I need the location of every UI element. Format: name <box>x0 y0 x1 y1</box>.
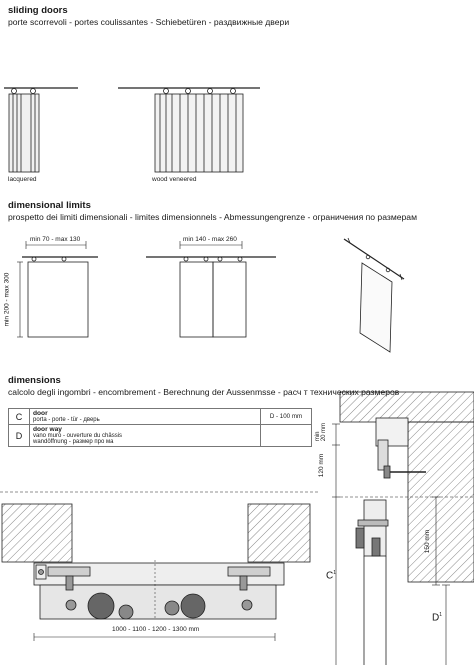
wood-veneered-door-drawing <box>118 88 260 172</box>
row-key: C <box>9 409 30 425</box>
row-key: D <box>9 425 30 447</box>
single-width-label: min 70 - max 130 <box>30 236 81 243</box>
dimensional-limits-subtitle: prospetto dei limiti dimensionali - limites dimensionnels - Abmessungengrenze - ограничения по размерам <box>8 212 417 222</box>
bottom-dimension-label: 1000 - 1100 - 1200 - 1300 mm <box>112 626 200 633</box>
table-row <box>9 409 312 425</box>
single-door-limit-drawing <box>17 241 98 337</box>
side-section-drawing <box>332 392 474 665</box>
dimensions-subtitle: calcolo degli ingombri - encombrement - Berechnung der Aussenmsse - расч т технических размеров <box>8 387 400 397</box>
dimensions-title: dimensions <box>8 375 61 386</box>
plan-view-drawing <box>0 492 318 641</box>
sliding-doors-title: sliding doors <box>8 5 68 16</box>
c1-label: $C^1$ <box>326 570 337 582</box>
caption-wood-veneered: wood veneered <box>152 176 197 183</box>
row-desc: door way vano muro - ouverture du châssis wandöffnung - размер про ма <box>30 425 261 447</box>
row-value: D - 100 mm <box>261 409 312 425</box>
d1-label: $D^1$ <box>432 612 443 624</box>
table-row <box>9 425 312 447</box>
perspective-door-drawing <box>344 238 404 352</box>
double-width-label: min 140 - max 260 <box>183 236 237 243</box>
lacquered-door-drawing <box>4 88 78 172</box>
mm120-label: 120 mm <box>318 453 326 478</box>
row-desc: door porta - porte - tür - дверь <box>30 409 261 425</box>
sliding-doors-subtitle: porte scorrevoli - portes coulissantes - Schiebetüren - раздвижные двери <box>8 17 290 27</box>
mm150-label: 150 mm <box>424 529 432 554</box>
row-value <box>261 425 312 447</box>
double-door-limit-drawing <box>146 241 276 337</box>
height-label: min 200 - max 300 <box>3 272 11 327</box>
dimensions-table <box>8 408 312 447</box>
dimensional-limits-title: dimensional limits <box>8 200 91 211</box>
min20-label: min 20 mm <box>315 422 328 442</box>
caption-lacquered: lacquered <box>8 176 37 183</box>
